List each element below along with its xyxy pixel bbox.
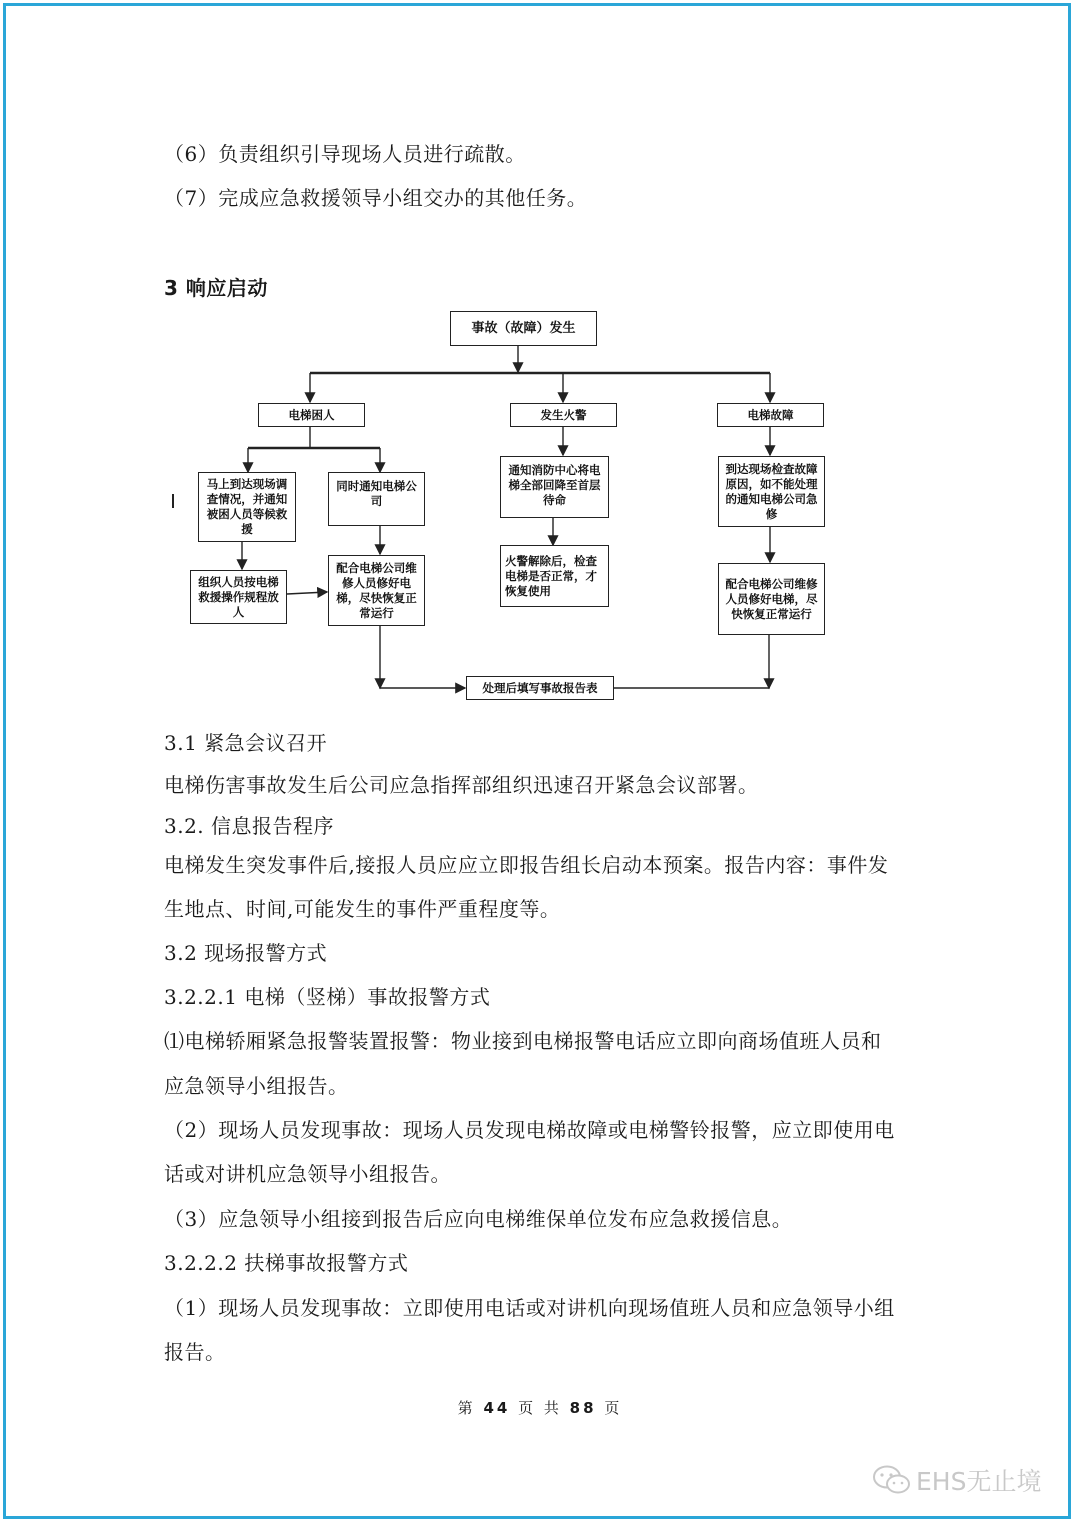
flow-box-fault-inspect: 到达现场检查故障原因，如不能处理的通知电梯公司急修 [718, 456, 825, 527]
wechat-icon [872, 1464, 912, 1496]
flow-box-trapped: 电梯困人 [258, 403, 365, 427]
flow-box-root: 事故（故障）发生 [450, 311, 597, 346]
paragraph-4-line-1: （1）现场人员发现事故：立即使用电话或对讲机向现场值班人员和应急领导小组 [164, 1296, 895, 1320]
flow-box-trapped-notify: 同时通知电梯公司 [328, 472, 425, 526]
flow-box-trapped-rescue: 组织人员按电梯救援操作规程放人 [190, 570, 287, 624]
flow-box-fire-notify: 通知消防中心将电梯全部回降至首层待命 [500, 456, 609, 518]
subsection-3-2-body-1: 电梯发生突发事件后,接报人员应应立即报告组长启动本预案。报告内容：事件发 [164, 853, 889, 877]
footer-prefix: 第 [457, 1399, 476, 1417]
watermark [872, 1462, 1041, 1498]
text-cursor-mark [172, 494, 174, 508]
paragraph-3: （3）应急领导小组接到报告后应向电梯维保单位发布应急救援信息。 [164, 1207, 793, 1231]
flow-box-fire-restore: 火警解除后，检查电梯是否正常，才恢复使用 [500, 545, 609, 607]
paragraph-2-line-1: （2）现场人员发现事故：现场人员发现电梯故障或电梯警铃报警，应立即使用电 [164, 1118, 895, 1142]
subsection-3-2-title: 3.2. 信息报告程序 [164, 814, 335, 838]
list-item-6: （6）负责组织引导现场人员进行疏散。 [164, 142, 526, 166]
flow-box-fire: 发生火警 [510, 403, 617, 427]
watermark-label: EHS无止境 [916, 1467, 1042, 1496]
flow-box-fault-repair: 配合电梯公司维修人员修好电梯，尽快恢复正常运行 [718, 563, 825, 635]
footer-total-pages: 88 [569, 1399, 597, 1417]
flowchart-connectors [0, 0, 1080, 720]
footer-mid: 页 共 [518, 1399, 562, 1417]
footer-page-number: 44 [483, 1399, 511, 1417]
subsection-alarm-title: 3.2 现场报警方式 [164, 941, 328, 965]
subsection-3-2-2-2-title: 3.2.2.2 扶梯事故报警方式 [164, 1251, 409, 1275]
subsection-3-2-2-1-title: 3.2.2.1 电梯（竖梯）事故报警方式 [164, 985, 491, 1009]
subsection-3-2-body-2: 生地点、时间,可能发生的事件严重程度等。 [164, 897, 561, 921]
flow-box-fault: 电梯故障 [717, 403, 824, 427]
subsection-3-1-title: 3.1 紧急会议召开 [164, 731, 328, 755]
page-footer [0, 1397, 1080, 1419]
paragraph-4-line-2: 报告。 [164, 1340, 226, 1364]
list-item-7: （7）完成应急救援领导小组交办的其他任务。 [164, 186, 588, 210]
paragraph-2-line-2: 话或对讲机应急领导小组报告。 [164, 1162, 451, 1186]
subsection-3-1-body: 电梯伤害事故发生后公司应急指挥部组织迅速召开紧急会议部署。 [164, 773, 759, 797]
paragraph-1-line-1: ⑴电梯轿厢紧急报警装置报警：物业接到电梯报警电话应立即向商场值班人员和 [164, 1029, 882, 1053]
section-heading: 3 响应启动 [164, 276, 268, 300]
paragraph-1-line-2: 应急领导小组报告。 [164, 1074, 349, 1098]
flow-box-trapped-investigate: 马上到达现场调查情况，并通知被困人员等候救援 [198, 472, 296, 542]
footer-suffix: 页 [604, 1399, 623, 1417]
flow-box-trapped-repair: 配合电梯公司维修人员修好电梯，尽快恢复正常运行 [328, 555, 425, 626]
flow-box-final-report: 处理后填写事故报告表 [466, 676, 614, 700]
